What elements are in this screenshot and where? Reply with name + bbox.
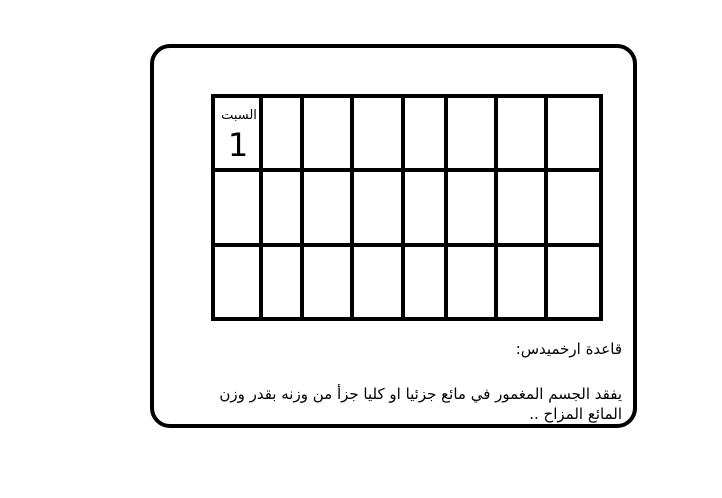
calendar-day-name: السبت (221, 108, 257, 123)
calendar-grid (211, 94, 603, 321)
grid-border (213, 96, 601, 319)
calendar-date-number: 1 (227, 126, 249, 164)
calendar-grid-lines (211, 94, 603, 321)
note-title: قاعدة ارخميدس: (515, 340, 622, 358)
note-text: يفقد الجسم المغمور في مائع جزئيا او كليا جزأ من وزنه بقدر وزن المائع المزاح .. (219, 385, 622, 423)
